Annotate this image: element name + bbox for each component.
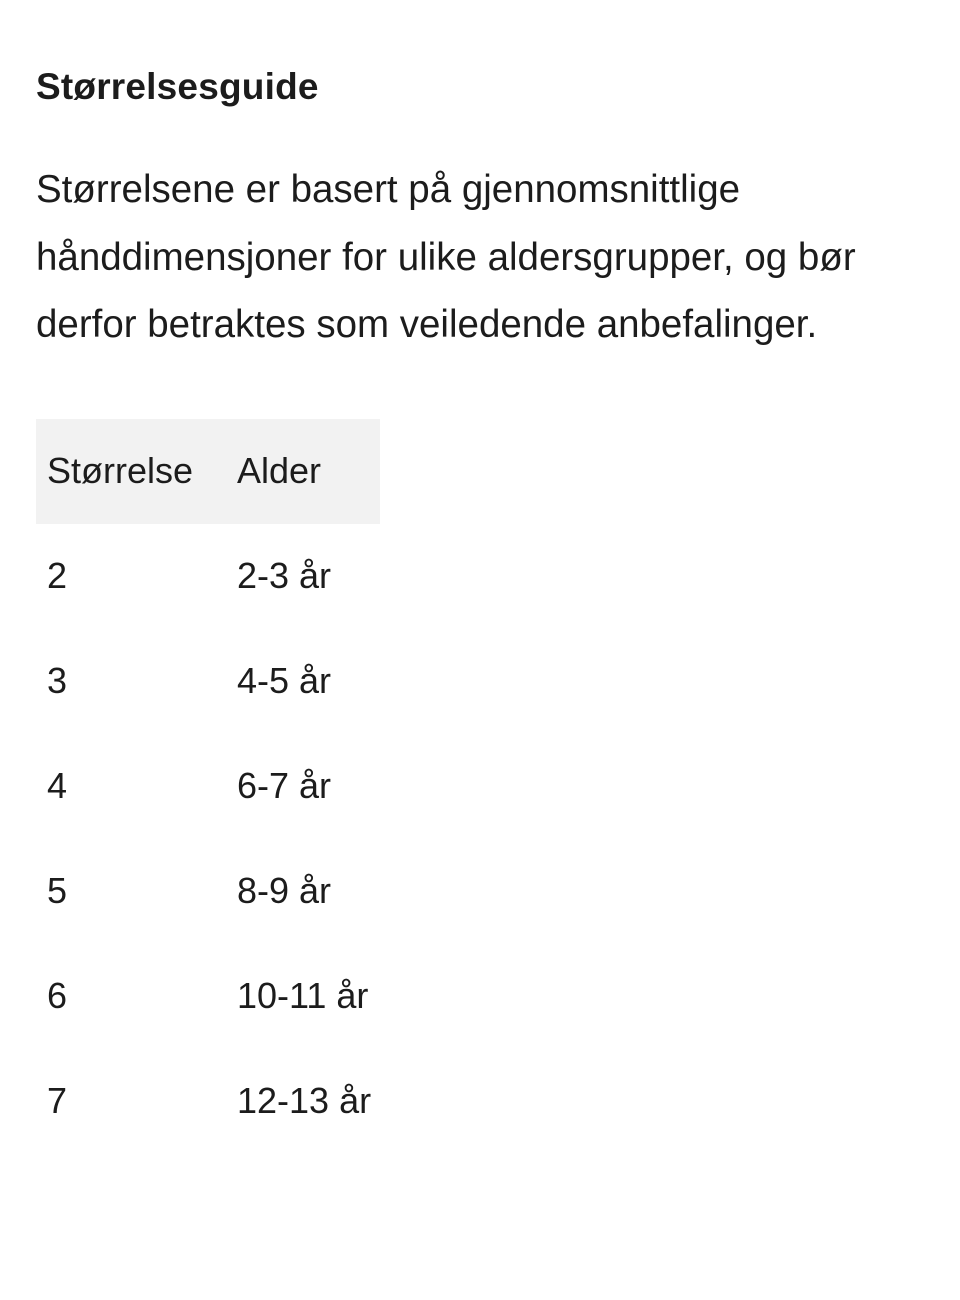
size-cell: 3 [47,660,68,701]
table-row [36,734,380,839]
age-cell: 10-11 år [237,975,369,1016]
table-row [36,839,380,944]
size-cell: 7 [47,1080,68,1121]
size-table [36,419,380,1154]
table-header-row [36,419,380,524]
table-row [36,524,380,629]
header-size: Størrelse [47,450,194,491]
age-cell: 4-5 år [237,660,332,701]
size-cell: 6 [47,975,68,1016]
page-title: Størrelsesguide [36,66,319,107]
table-row [36,629,380,734]
size-cell: 2 [47,555,68,596]
age-cell: 2-3 år [237,555,332,596]
age-cell: 8-9 år [237,870,332,911]
size-cell: 4 [47,765,68,806]
header-age: Alder [237,450,322,491]
age-cell: 6-7 år [237,765,332,806]
description: Størrelsene er basert på gjennomsnittlige hånddimensjoner for ulike aldersgrupper, og bør derfor betraktes som veiledende anbefalinger. [36,168,856,346]
size-cell: 5 [47,870,68,911]
table-row [36,1049,380,1154]
age-cell: 12-13 år [237,1080,372,1121]
table-row [36,944,380,1049]
